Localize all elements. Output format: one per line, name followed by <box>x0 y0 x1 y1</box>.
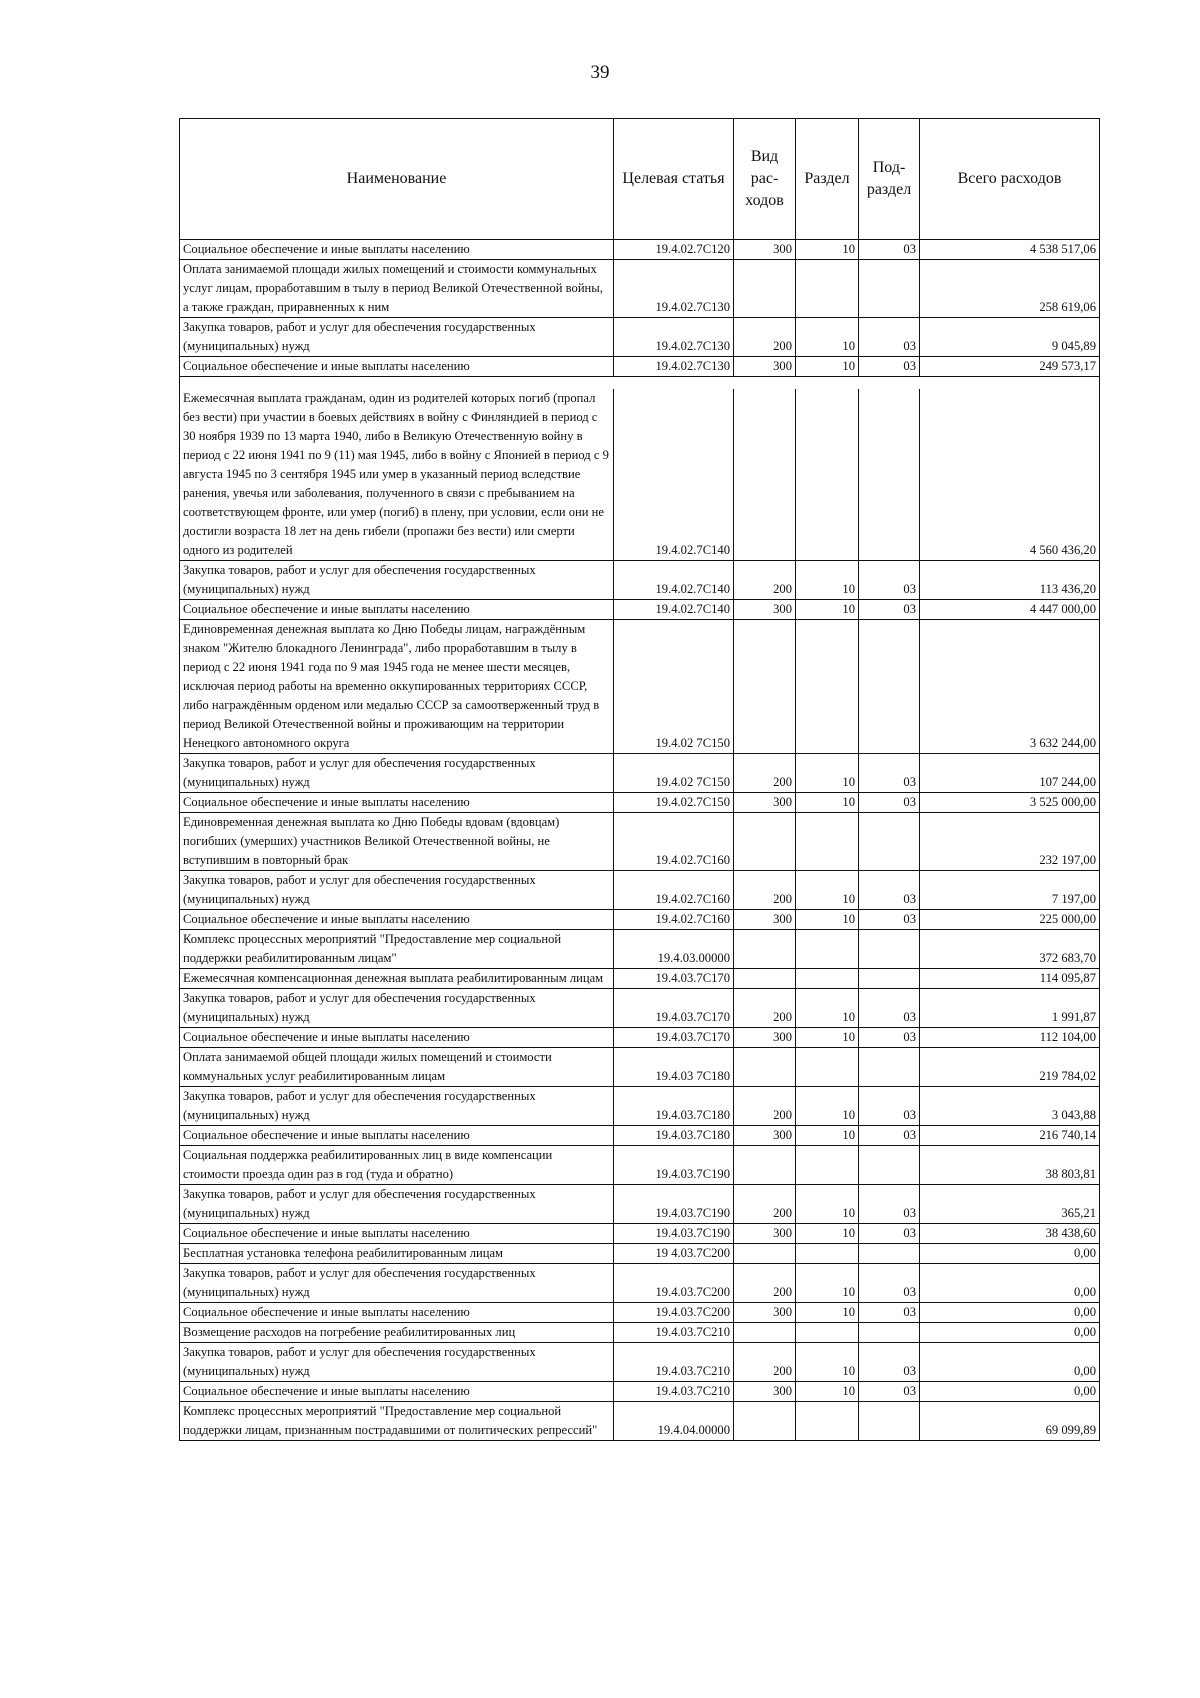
cell-subsection <box>859 620 920 754</box>
table-row <box>180 989 1100 1028</box>
cell-section: 10 <box>796 871 859 910</box>
cell-total: 38 803,81 <box>920 1146 1100 1185</box>
cell-kind <box>734 1244 796 1264</box>
cell-section: 10 <box>796 989 859 1028</box>
cell-total: 3 525 000,00 <box>920 793 1100 813</box>
table-row <box>180 1264 1100 1303</box>
cell-total: 258 619,06 <box>920 260 1100 318</box>
table-row <box>180 240 1100 260</box>
cell-name: Социальное обеспечение и иные выплаты населению <box>180 240 614 260</box>
cell-kind: 200 <box>734 1343 796 1382</box>
cell-kind: 200 <box>734 318 796 357</box>
cell-name: Социальная поддержка реабилитированных лиц в виде компенсации стоимости проезда один раз в год (туда и обратно) <box>180 1146 614 1185</box>
cell-total: 0,00 <box>920 1244 1100 1264</box>
header-total: Всего расходов <box>920 119 1100 240</box>
table-body <box>180 240 1100 1441</box>
cell-code: 19.4.03.7С190 <box>614 1185 734 1224</box>
cell-name: Социальное обеспечение и иные выплаты населению <box>180 1224 614 1244</box>
table-row <box>180 357 1100 377</box>
table-row <box>180 1048 1100 1087</box>
cell-total: 38 438,60 <box>920 1224 1100 1244</box>
cell-section <box>796 389 859 561</box>
cell-code: 19.4.02.7С130 <box>614 318 734 357</box>
cell-section: 10 <box>796 1028 859 1048</box>
cell-kind: 200 <box>734 871 796 910</box>
cell-kind: 300 <box>734 910 796 930</box>
cell-code: 19.4.03.7С210 <box>614 1382 734 1402</box>
cell-kind: 300 <box>734 1303 796 1323</box>
cell-name: Социальное обеспечение и иные выплаты населению <box>180 357 614 377</box>
cell-total: 0,00 <box>920 1303 1100 1323</box>
cell-code: 19.4.03.7С170 <box>614 989 734 1028</box>
cell-total: 0,00 <box>920 1323 1100 1343</box>
cell-kind <box>734 930 796 969</box>
header-name: Наименование <box>180 119 614 240</box>
cell-total: 3 632 244,00 <box>920 620 1100 754</box>
cell-section: 10 <box>796 1303 859 1323</box>
table-row <box>180 561 1100 600</box>
cell-code: 19.4.03.7С170 <box>614 1028 734 1048</box>
table-row <box>180 754 1100 793</box>
cell-total: 225 000,00 <box>920 910 1100 930</box>
header-section: Раздел <box>796 119 859 240</box>
header-code: Целевая статья <box>614 119 734 240</box>
cell-code: 19.4.03.7С190 <box>614 1224 734 1244</box>
table-row <box>180 1146 1100 1185</box>
cell-subsection: 03 <box>859 1087 920 1126</box>
cell-code: 19.4.03.7С190 <box>614 1146 734 1185</box>
cell-kind <box>734 1323 796 1343</box>
cell-code: 19.4.03.7С180 <box>614 1087 734 1126</box>
table-row <box>180 1323 1100 1343</box>
cell-name: Закупка товаров, работ и услуг для обеспечения государственных (муниципальных) нужд <box>180 871 614 910</box>
cell-subsection: 03 <box>859 1185 920 1224</box>
cell-total: 232 197,00 <box>920 813 1100 871</box>
cell-name: Закупка товаров, работ и услуг для обеспечения государственных (муниципальных) нужд <box>180 318 614 357</box>
cell-kind <box>734 620 796 754</box>
cell-name: Закупка товаров, работ и услуг для обеспечения государственных (муниципальных) нужд <box>180 1343 614 1382</box>
cell-subsection: 03 <box>859 600 920 620</box>
cell-subsection: 03 <box>859 754 920 793</box>
cell-name: Социальное обеспечение и иные выплаты населению <box>180 1382 614 1402</box>
cell-total: 372 683,70 <box>920 930 1100 969</box>
cell-code: 19.4.02.7С160 <box>614 910 734 930</box>
cell-kind: 200 <box>734 1185 796 1224</box>
cell-code: 19.4.03.7С210 <box>614 1323 734 1343</box>
cell-section <box>796 930 859 969</box>
table-row <box>180 1303 1100 1323</box>
cell-subsection: 03 <box>859 318 920 357</box>
cell-code: 19.4.03.7С200 <box>614 1264 734 1303</box>
cell-name: Комплекс процессных мероприятий "Предоставление мер социальной поддержки лицам, признанным пострадавшими от политических репрессий" <box>180 1402 614 1441</box>
cell-subsection <box>859 813 920 871</box>
cell-subsection: 03 <box>859 1028 920 1048</box>
cell-section: 10 <box>796 357 859 377</box>
cell-subsection: 03 <box>859 910 920 930</box>
cell-code: 19.4.04.00000 <box>614 1402 734 1441</box>
cell-kind: 300 <box>734 1224 796 1244</box>
cell-section: 10 <box>796 910 859 930</box>
cell-kind: 200 <box>734 1087 796 1126</box>
cell-total: 7 197,00 <box>920 871 1100 910</box>
cell-subsection <box>859 1402 920 1441</box>
cell-kind: 300 <box>734 357 796 377</box>
cell-section: 10 <box>796 1382 859 1402</box>
cell-section: 10 <box>796 754 859 793</box>
cell-subsection <box>859 389 920 561</box>
cell-section: 10 <box>796 1087 859 1126</box>
cell-subsection: 03 <box>859 1382 920 1402</box>
cell-total: 365,21 <box>920 1185 1100 1224</box>
cell-total: 219 784,02 <box>920 1048 1100 1087</box>
cell-name: Закупка товаров, работ и услуг для обеспечения государственных (муниципальных) нужд <box>180 561 614 600</box>
cell-code: 19.4.03.7С200 <box>614 1303 734 1323</box>
cell-code: 19.4.02 7С150 <box>614 754 734 793</box>
table-row <box>180 1382 1100 1402</box>
cell-total: 249 573,17 <box>920 357 1100 377</box>
cell-total: 1 991,87 <box>920 989 1100 1028</box>
cell-name: Единовременная денежная выплата ко Дню Победы вдовам (вдовцам) погибших (умерших) участников Великой Отечественной войны, не вступившим в повторный брак <box>180 813 614 871</box>
cell-kind: 200 <box>734 1264 796 1303</box>
cell-kind <box>734 1146 796 1185</box>
cell-section <box>796 260 859 318</box>
table-row <box>180 1402 1100 1441</box>
budget-table <box>179 118 1100 1441</box>
table-row <box>180 793 1100 813</box>
cell-kind: 300 <box>734 1126 796 1146</box>
cell-total: 0,00 <box>920 1343 1100 1382</box>
cell-section <box>796 1244 859 1264</box>
cell-code: 19.4.02.7С120 <box>614 240 734 260</box>
table-row <box>180 600 1100 620</box>
cell-total: 0,00 <box>920 1264 1100 1303</box>
cell-kind: 200 <box>734 989 796 1028</box>
cell-subsection: 03 <box>859 793 920 813</box>
table-row <box>180 620 1100 754</box>
page-number: 39 <box>590 62 610 83</box>
cell-section <box>796 1402 859 1441</box>
table-row <box>180 871 1100 910</box>
cell-kind <box>734 389 796 561</box>
cell-kind <box>734 1048 796 1087</box>
cell-name: Закупка товаров, работ и услуг для обеспечения государственных (муниципальных) нужд <box>180 754 614 793</box>
cell-subsection <box>859 1244 920 1264</box>
cell-section <box>796 813 859 871</box>
cell-kind: 200 <box>734 754 796 793</box>
table-row <box>180 1244 1100 1264</box>
cell-section: 10 <box>796 1264 859 1303</box>
cell-total: 114 095,87 <box>920 969 1100 989</box>
cell-section: 10 <box>796 240 859 260</box>
cell-code: 19.4.03.7С210 <box>614 1343 734 1382</box>
cell-name: Ежемесячная выплата гражданам, один из родителей которых погиб (пропал без вести) при участии в боевых действиях в войну с Финляндией в период с 30 ноября 1939 по 13 марта 1940, либо в Великую Отечественную войну в период с 22 июня 1941 по 9 (11) мая 1945, либо в войну с Японией в период с 9 августа 1945 по 3 сентября 1945 или умер в указанный период вследствие ранения, увечья или заболевания, полученного в связи с пребыванием на соответствующем фронте, или умер (погиб) в плену, при условии, если они не достигли возраста 18 лет на день гибели (пропажи без вести) или смерти одного из родителей <box>180 389 614 561</box>
cell-section: 10 <box>796 1224 859 1244</box>
cell-total: 113 436,20 <box>920 561 1100 600</box>
cell-subsection <box>859 969 920 989</box>
cell-name: Закупка товаров, работ и услуг для обеспечения государственных (муниципальных) нужд <box>180 1185 614 1224</box>
header-subsection: Под- раздел <box>859 119 920 240</box>
table-row <box>180 260 1100 318</box>
cell-section <box>796 1146 859 1185</box>
cell-code: 19.4.03.00000 <box>614 930 734 969</box>
cell-name: Комплекс процессных мероприятий "Предоставление мер социальной поддержки реабилитированным лицам" <box>180 930 614 969</box>
cell-code: 19.4.02.7С130 <box>614 357 734 377</box>
cell-total: 4 560 436,20 <box>920 389 1100 561</box>
cell-total: 4 447 000,00 <box>920 600 1100 620</box>
table-row <box>180 318 1100 357</box>
cell-name: Единовременная денежная выплата ко Дню Победы лицам, награждённым знаком "Жителю блокадного Ленинграда", либо проработавшим в тылу в период с 22 июня 1941 года по 9 мая 1945 года не менее шести месяцев, исключая период работы на временно оккупированных территориях СССР, либо награждённым орденом или медалью СССР за самоотверженный труд в период Великой Отечественной войны и проживающим на территории Ненецкого автономного округа <box>180 620 614 754</box>
cell-subsection: 03 <box>859 989 920 1028</box>
spacer-cell <box>180 377 1100 390</box>
cell-code: 19.4.02 7С150 <box>614 620 734 754</box>
cell-subsection: 03 <box>859 1343 920 1382</box>
cell-section: 10 <box>796 1126 859 1146</box>
cell-name: Социальное обеспечение и иные выплаты населению <box>180 1303 614 1323</box>
cell-code: 19.4.02.7С160 <box>614 813 734 871</box>
cell-section <box>796 969 859 989</box>
cell-subsection: 03 <box>859 1303 920 1323</box>
spacer-row <box>180 377 1100 390</box>
cell-kind: 300 <box>734 793 796 813</box>
cell-section: 10 <box>796 793 859 813</box>
table-row <box>180 389 1100 561</box>
cell-section: 10 <box>796 318 859 357</box>
cell-subsection: 03 <box>859 1264 920 1303</box>
table-row <box>180 1343 1100 1382</box>
cell-kind: 200 <box>734 561 796 600</box>
cell-total: 0,00 <box>920 1382 1100 1402</box>
cell-total: 112 104,00 <box>920 1028 1100 1048</box>
cell-section: 10 <box>796 600 859 620</box>
cell-code: 19.4.02.7С160 <box>614 871 734 910</box>
cell-name: Оплата занимаемой общей площади жилых помещений и стоимости коммунальных услуг реабилитированным лицам <box>180 1048 614 1087</box>
cell-section <box>796 1323 859 1343</box>
cell-name: Социальное обеспечение и иные выплаты населению <box>180 793 614 813</box>
table-row <box>180 1087 1100 1126</box>
cell-kind: 300 <box>734 1382 796 1402</box>
table-row <box>180 1126 1100 1146</box>
cell-name: Закупка товаров, работ и услуг для обеспечения государственных (муниципальных) нужд <box>180 989 614 1028</box>
header-kind: Вид рас- ходов <box>734 119 796 240</box>
cell-total: 9 045,89 <box>920 318 1100 357</box>
table-row <box>180 1224 1100 1244</box>
cell-code: 19.4.02.7С140 <box>614 389 734 561</box>
table-row <box>180 910 1100 930</box>
cell-kind <box>734 969 796 989</box>
cell-kind: 300 <box>734 1028 796 1048</box>
cell-subsection: 03 <box>859 240 920 260</box>
cell-kind: 300 <box>734 240 796 260</box>
cell-subsection: 03 <box>859 561 920 600</box>
cell-name: Социальное обеспечение и иные выплаты населению <box>180 1028 614 1048</box>
cell-subsection <box>859 1048 920 1087</box>
cell-subsection <box>859 1323 920 1343</box>
cell-name: Закупка товаров, работ и услуг для обеспечения государственных (муниципальных) нужд <box>180 1087 614 1126</box>
cell-total: 216 740,14 <box>920 1126 1100 1146</box>
cell-code: 19.4.02.7С150 <box>614 793 734 813</box>
cell-total: 69 099,89 <box>920 1402 1100 1441</box>
cell-subsection <box>859 260 920 318</box>
cell-section: 10 <box>796 561 859 600</box>
cell-total: 107 244,00 <box>920 754 1100 793</box>
cell-code: 19.4.03.7С170 <box>614 969 734 989</box>
cell-kind <box>734 813 796 871</box>
cell-kind: 300 <box>734 600 796 620</box>
cell-subsection <box>859 930 920 969</box>
cell-name: Социальное обеспечение и иные выплаты населению <box>180 910 614 930</box>
cell-total: 3 043,88 <box>920 1087 1100 1126</box>
cell-total: 4 538 517,06 <box>920 240 1100 260</box>
cell-code: 19 4.03.7С200 <box>614 1244 734 1264</box>
cell-name: Социальное обеспечение и иные выплаты населению <box>180 1126 614 1146</box>
cell-name: Социальное обеспечение и иные выплаты населению <box>180 600 614 620</box>
cell-name: Ежемесячная компенсационная денежная выплата реабилитированным лицам <box>180 969 614 989</box>
cell-code: 19.4.02.7С140 <box>614 600 734 620</box>
cell-section: 10 <box>796 1185 859 1224</box>
cell-section <box>796 1048 859 1087</box>
cell-code: 19.4.02.7С130 <box>614 260 734 318</box>
table-row <box>180 969 1100 989</box>
cell-section <box>796 620 859 754</box>
cell-subsection: 03 <box>859 871 920 910</box>
cell-subsection: 03 <box>859 1126 920 1146</box>
table-row <box>180 813 1100 871</box>
table-row <box>180 1028 1100 1048</box>
cell-subsection <box>859 1146 920 1185</box>
cell-kind <box>734 1402 796 1441</box>
cell-subsection: 03 <box>859 1224 920 1244</box>
table-row <box>180 930 1100 969</box>
cell-subsection: 03 <box>859 357 920 377</box>
table-header-row <box>180 119 1100 240</box>
cell-name: Закупка товаров, работ и услуг для обеспечения государственных (муниципальных) нужд <box>180 1264 614 1303</box>
cell-name: Оплата занимаемой площади жилых помещений и стоимости коммунальных услуг лицам, проработавшим в тылу в период Великой Отечественной войны, а также граждан, приравненных к ним <box>180 260 614 318</box>
cell-code: 19.4.02.7С140 <box>614 561 734 600</box>
table-row <box>180 1185 1100 1224</box>
cell-name: Бесплатная установка телефона реабилитированным лицам <box>180 1244 614 1264</box>
cell-section: 10 <box>796 1343 859 1382</box>
cell-code: 19.4.03 7С180 <box>614 1048 734 1087</box>
cell-name: Возмещение расходов на погребение реабилитированных лиц <box>180 1323 614 1343</box>
cell-code: 19.4.03.7С180 <box>614 1126 734 1146</box>
cell-kind <box>734 260 796 318</box>
